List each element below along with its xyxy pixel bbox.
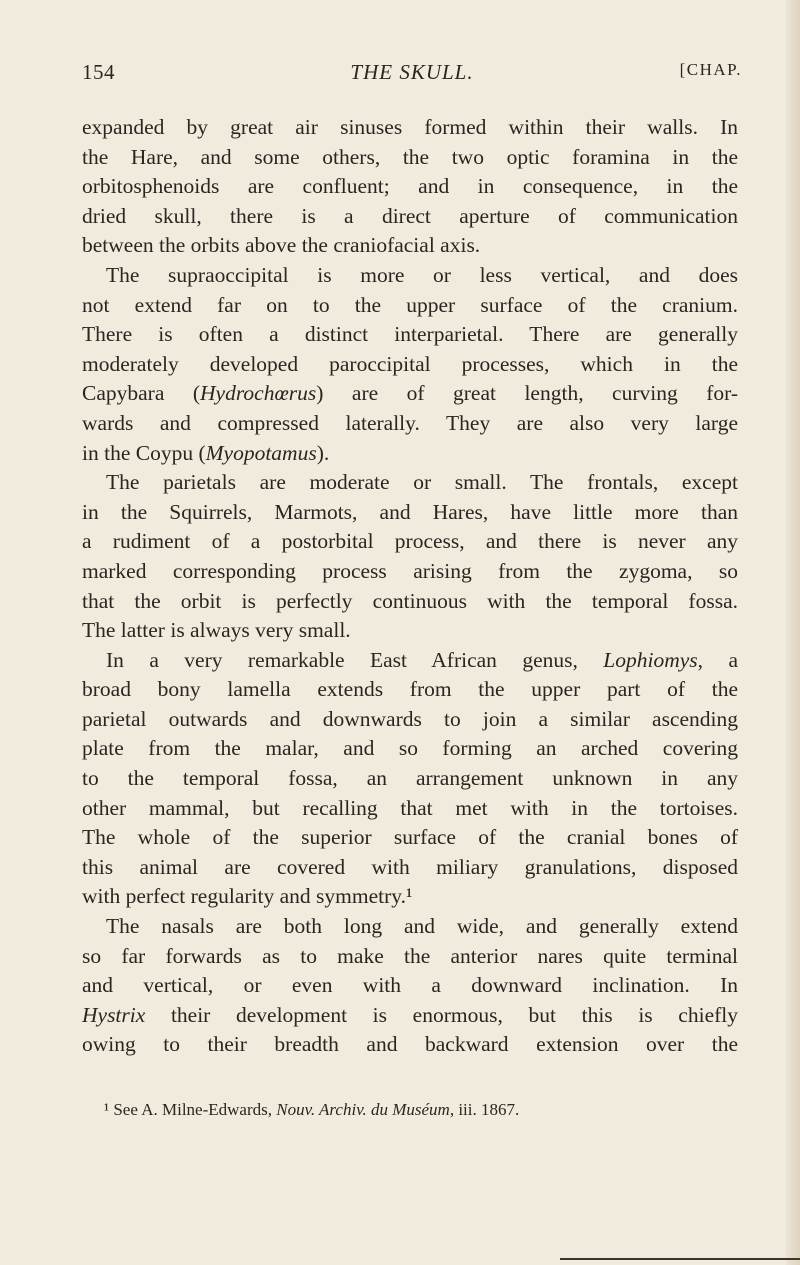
text-line: Hystrix their development is enormous, but this is chiefly: [82, 1002, 738, 1027]
text-line: the Hare, and some others, the two optic foramina in the: [82, 144, 738, 169]
text-line: not extend far on to the upper surface of the cranium.: [82, 292, 738, 317]
page-edge: [786, 0, 800, 1265]
text-line: in the Coypu (Myopotamus).: [82, 440, 330, 465]
running-title: THE SKULL.: [350, 60, 474, 84]
text-line: The parietals are moderate or small. The frontals, except: [106, 470, 738, 495]
text-line: and vertical, or even with a downward inclination. In: [82, 973, 738, 998]
text-line: The supraoccipital is more or less vertical, and does: [106, 262, 738, 287]
text-line: that the orbit is perfectly continuous with the temporal fossa.: [82, 588, 738, 613]
text-line: There is often a distinct interparietal. There are generally: [82, 322, 738, 347]
text-line: owing to their breadth and backward extension over the: [82, 1032, 738, 1057]
footnote: ¹ See A. Milne-Edwards, Nouv. Archiv. du Muséum, iii. 1867.: [104, 1100, 520, 1119]
text-line: wards and compressed laterally. They are also very large: [82, 410, 738, 435]
page-number: 154: [82, 60, 115, 84]
text-line: moderately developed paroccipital processes, which in the: [82, 351, 738, 376]
text-line: The nasals are both long and wide, and generally extend: [106, 914, 738, 939]
text-line: in the Squirrels, Marmots, and Hares, have little more than: [82, 499, 738, 524]
text-line: this animal are covered with miliary granulations, disposed: [82, 854, 738, 879]
text-line: parietal outwards and downwards to join a similar ascending: [82, 706, 738, 731]
page-bottom-rule: [560, 1258, 800, 1260]
text-line: so far forwards as to make the anterior nares quite terminal: [82, 943, 738, 968]
text-line: between the orbits above the craniofacial axis.: [82, 233, 481, 258]
text-line: In a very remarkable East African genus, Lophiomys, a: [106, 647, 738, 672]
text-line: orbitosphenoids are confluent; and in consequence, in the: [82, 174, 738, 199]
text-line: expanded by great air sinuses formed within their walls. In: [82, 115, 738, 139]
text-line: dried skull, there is a direct aperture of communication: [82, 203, 738, 228]
body-text: [82, 113, 738, 1060]
text-line: The whole of the superior surface of the cranial bones of: [82, 825, 738, 850]
text-line: broad bony lamella extends from the upper part of the: [82, 677, 738, 702]
text-line: The latter is always very small.: [82, 618, 351, 643]
text-line: other mammal, but recalling that met with in the tortoises.: [82, 795, 738, 820]
text-line: marked corresponding process arising from the zygoma, so: [82, 558, 738, 583]
text-line: a rudiment of a postorbital process, and there is never any: [82, 529, 738, 554]
chapter-marker: [CHAP.: [679, 60, 742, 79]
text-line: with perfect regularity and symmetry.¹: [82, 884, 413, 909]
text-line: to the temporal fossa, an arrangement unknown in any: [82, 766, 738, 791]
running-header: [82, 60, 742, 96]
text-line: plate from the malar, and so forming an arched covering: [82, 736, 738, 761]
text-line: Capybara (Hydrochœrus) are of great length, curving for-: [82, 381, 738, 406]
